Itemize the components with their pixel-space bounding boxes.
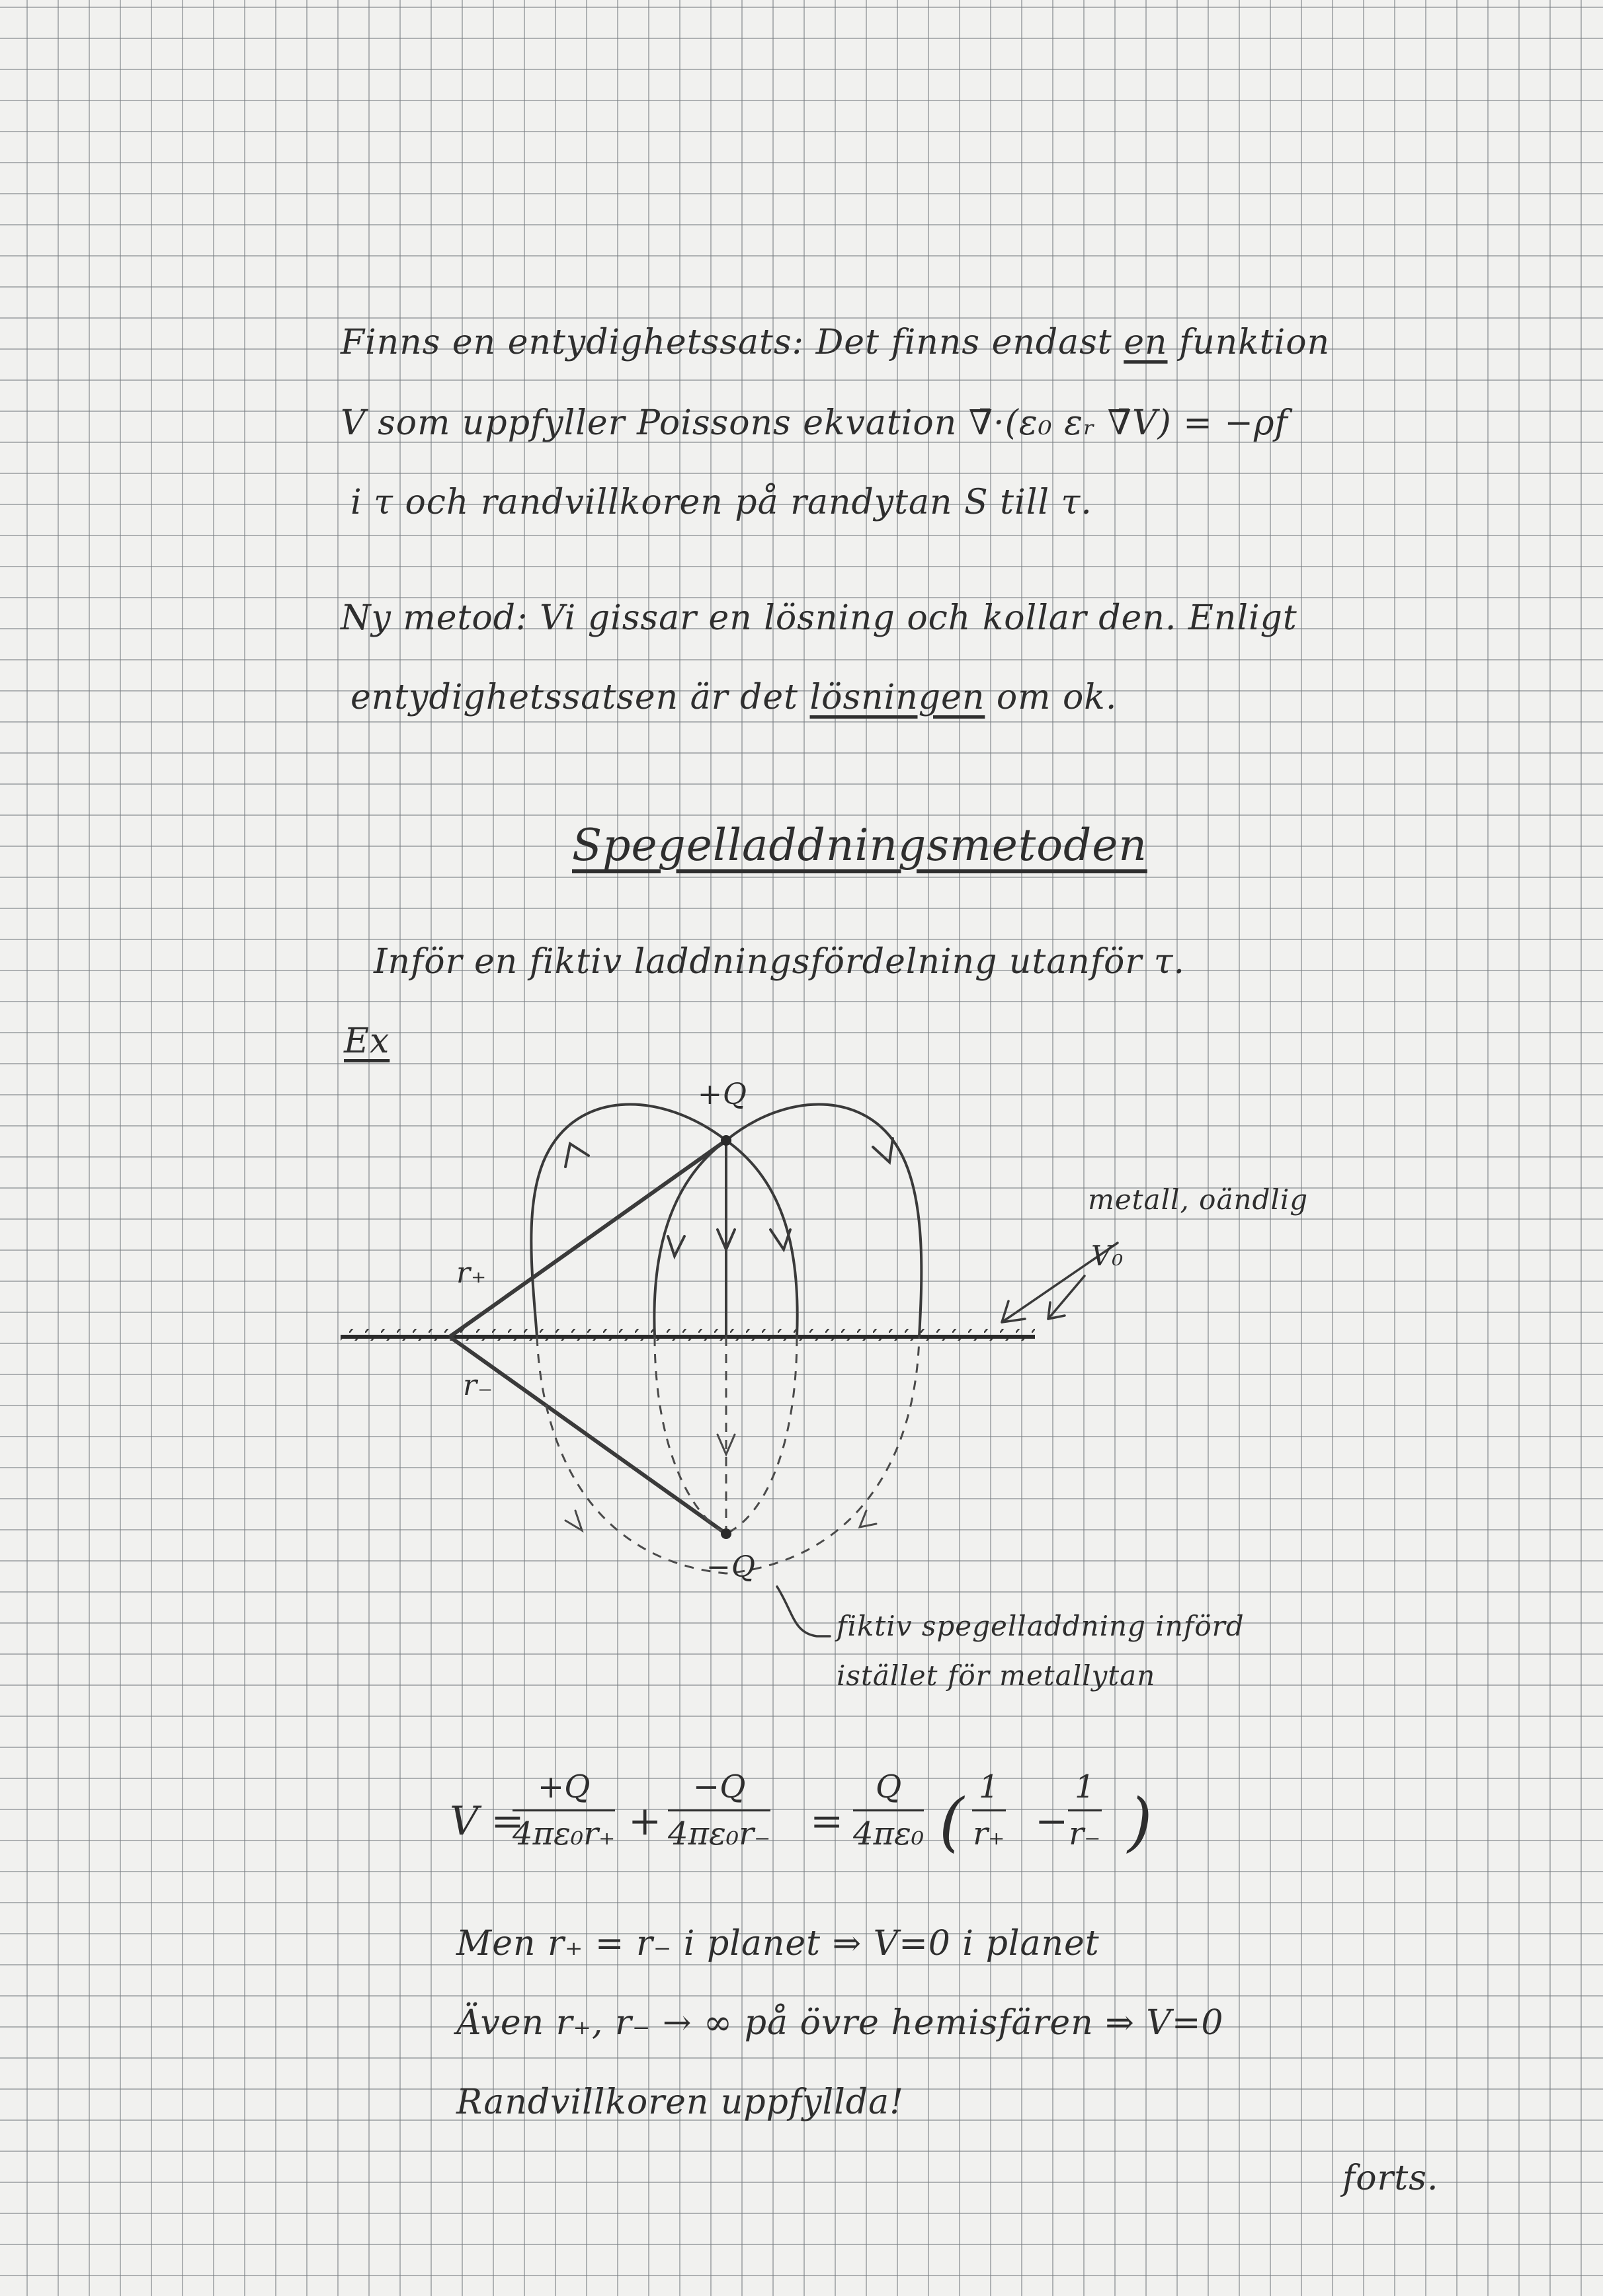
term-2-numerator: −Q <box>668 1768 770 1811</box>
arrow-outer-right <box>873 1138 893 1162</box>
formula-term-1 <box>513 1768 615 1852</box>
r-plus-label: r₊ <box>456 1256 487 1290</box>
charge-top-label: +Q <box>698 1078 747 1111</box>
image-charge <box>721 1528 731 1539</box>
r-minus-line <box>450 1337 726 1534</box>
term-1-numerator: +Q <box>513 1768 615 1811</box>
section-heading: Spegelladdningsmetoden <box>572 820 1147 871</box>
charge-bottom-label: −Q <box>706 1550 756 1584</box>
method-text-b: om ok. <box>996 678 1118 717</box>
fraction-2-denominator: r₋ <box>1069 1815 1101 1852</box>
formula-fraction-2 <box>1068 1768 1102 1852</box>
section-intro: Inför en fiktiv laddningsfördelning utanför τ. <box>374 942 1186 982</box>
positive-charge <box>721 1135 731 1146</box>
formula-term-2 <box>668 1768 770 1852</box>
mirror-line-inner-right <box>726 1337 797 1534</box>
formula-fraction-1 <box>972 1768 1006 1852</box>
fraction-2-numerator: 1 <box>1068 1768 1102 1811</box>
fraction-1-numerator: 1 <box>972 1768 1006 1811</box>
formula-plus: + <box>628 1798 662 1844</box>
example-label: Ex <box>344 1021 390 1061</box>
uniqueness-text-c: funktion <box>1179 323 1331 362</box>
formula-term-3 <box>853 1768 924 1852</box>
r-minus-label: r₋ <box>463 1368 494 1402</box>
field-line-inner-left <box>654 1140 726 1337</box>
formula-minus: − <box>1035 1798 1069 1844</box>
uniqueness-text-a: Finns en entydighetssats: <box>341 323 805 362</box>
mirror-line-inner-left <box>655 1337 726 1534</box>
boundary-line: i τ och randvillkoren på randytan S till τ. <box>350 483 1092 522</box>
arrow-outer-left <box>565 1144 589 1167</box>
term-2-denominator: 4πε₀r₋ <box>668 1815 771 1852</box>
formula-paren-close: ) <box>1128 1785 1153 1859</box>
method-text-a: entydighetssatsen är det <box>350 678 798 717</box>
fraction-1-denominator: r₊ <box>973 1815 1005 1852</box>
potential-label: V₀ <box>1091 1240 1124 1272</box>
formula-paren-open: ( <box>939 1785 964 1859</box>
conclusion-line-1: Men r₊ = r₋ i planet ⇒ V=0 i planet <box>456 1924 1100 1963</box>
image-note-line-2: istället för metallytan <box>837 1659 1156 1692</box>
method-emphasis: lösningen <box>809 678 985 717</box>
arrow-inner-left <box>668 1236 684 1256</box>
image-note-line-1: fiktiv spegelladdning införd <box>837 1610 1245 1642</box>
term-1-denominator: 4πε₀r₊ <box>513 1815 616 1852</box>
term-3-denominator: 4πε₀ <box>853 1815 925 1852</box>
mirror-arrow-left <box>565 1511 582 1530</box>
term-3-numerator: Q <box>853 1768 924 1811</box>
formula-lhs: V = <box>450 1798 524 1844</box>
mirror-arrow-right <box>860 1511 876 1527</box>
continued-note: forts. <box>1342 2158 1439 2198</box>
conclusion-line-2: Även r₊, r₋ → ∞ på övre hemisfären ⇒ V=0 <box>456 2003 1224 2043</box>
uniqueness-text-b: Det finns endast <box>815 323 1112 362</box>
method-line-1: Ny metod: Vi gissar en lösning och kollar den. Enligt <box>341 598 1297 638</box>
image-note-pointer <box>777 1587 830 1636</box>
formula-equals: = <box>810 1798 844 1844</box>
uniqueness-emphasis: en <box>1124 323 1168 362</box>
metal-label: metall, oändlig <box>1088 1183 1309 1216</box>
conclusion-line-3: Randvillkoren uppfyllda! <box>456 2082 904 2122</box>
potential-pointer <box>1048 1276 1085 1319</box>
poisson-line: V som uppfyller Poissons ekvation ∇̄·(ε₀ εᵣ ∇̄V) = −ρf <box>341 403 1288 443</box>
field-line-outer-left <box>531 1104 726 1337</box>
